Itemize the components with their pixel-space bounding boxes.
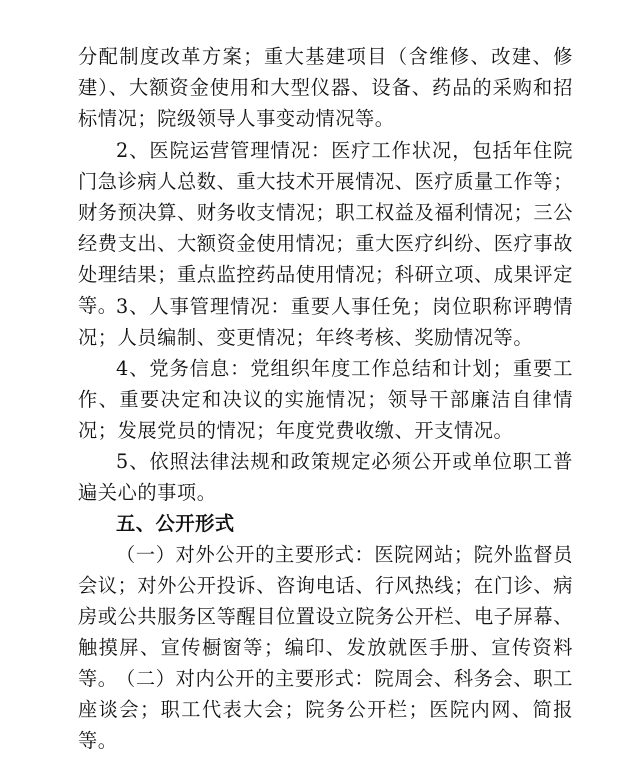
paragraph-item-4: 4、党务信息：党组织年度工作总结和计划；重要工作、重要决定和决议的实施情况；领导干部廉洁自律情况；发展党员的情况；年度党费收缴、开支情况。: [78, 357, 573, 442]
paragraph-item-3: 3、人事管理情况：重要人事任免；岗位职称评聘情况；人员编制、变更情况；年终考核、奖励情况等。: [78, 295, 573, 349]
paragraph-internal-forms: （二）对内公开的主要形式：院周会、科务会、职工座谈会；职工代表大会；院务公开栏；医院内网、简报等。: [78, 667, 573, 752]
paragraph-item-2: 2、医院运营管理情况：医疗工作状况，包括年住院门急诊病人总数、重大技术开展情况、医疗质量工作等；财务预决算、财务收支情况；职工权益及福利情况；三公经费支出、大额资金使用情况；重大医疗纠纷、医疗事故处理结果；重点监控药品使用情况；科研立项、成果评定等。: [78, 139, 573, 317]
paragraph-continuation: 分配制度改革方案；重大基建项目（含维修、改建、修建）、大额资金使用和大型仪器、设备、药品的采购和招标情况；院级领导人事变动情况等。: [78, 45, 573, 130]
paragraph-external-forms: （一）对外公开的主要形式：医院网站；院外监督员会议；对外公开投诉、咨询电话、行风热线；在门诊、病房或公共服务区等醒目位置设立院务公开栏、电子屏幕、触摸屏、宣传橱窗等；编印、发放就医手册、宣传资料等。: [78, 543, 573, 690]
section-heading: 五、公开形式: [116, 512, 235, 535]
paragraph-item-5: 5、依照法律法规和政策规定必须公开或单位职工普遍关心的事项。: [78, 450, 573, 504]
